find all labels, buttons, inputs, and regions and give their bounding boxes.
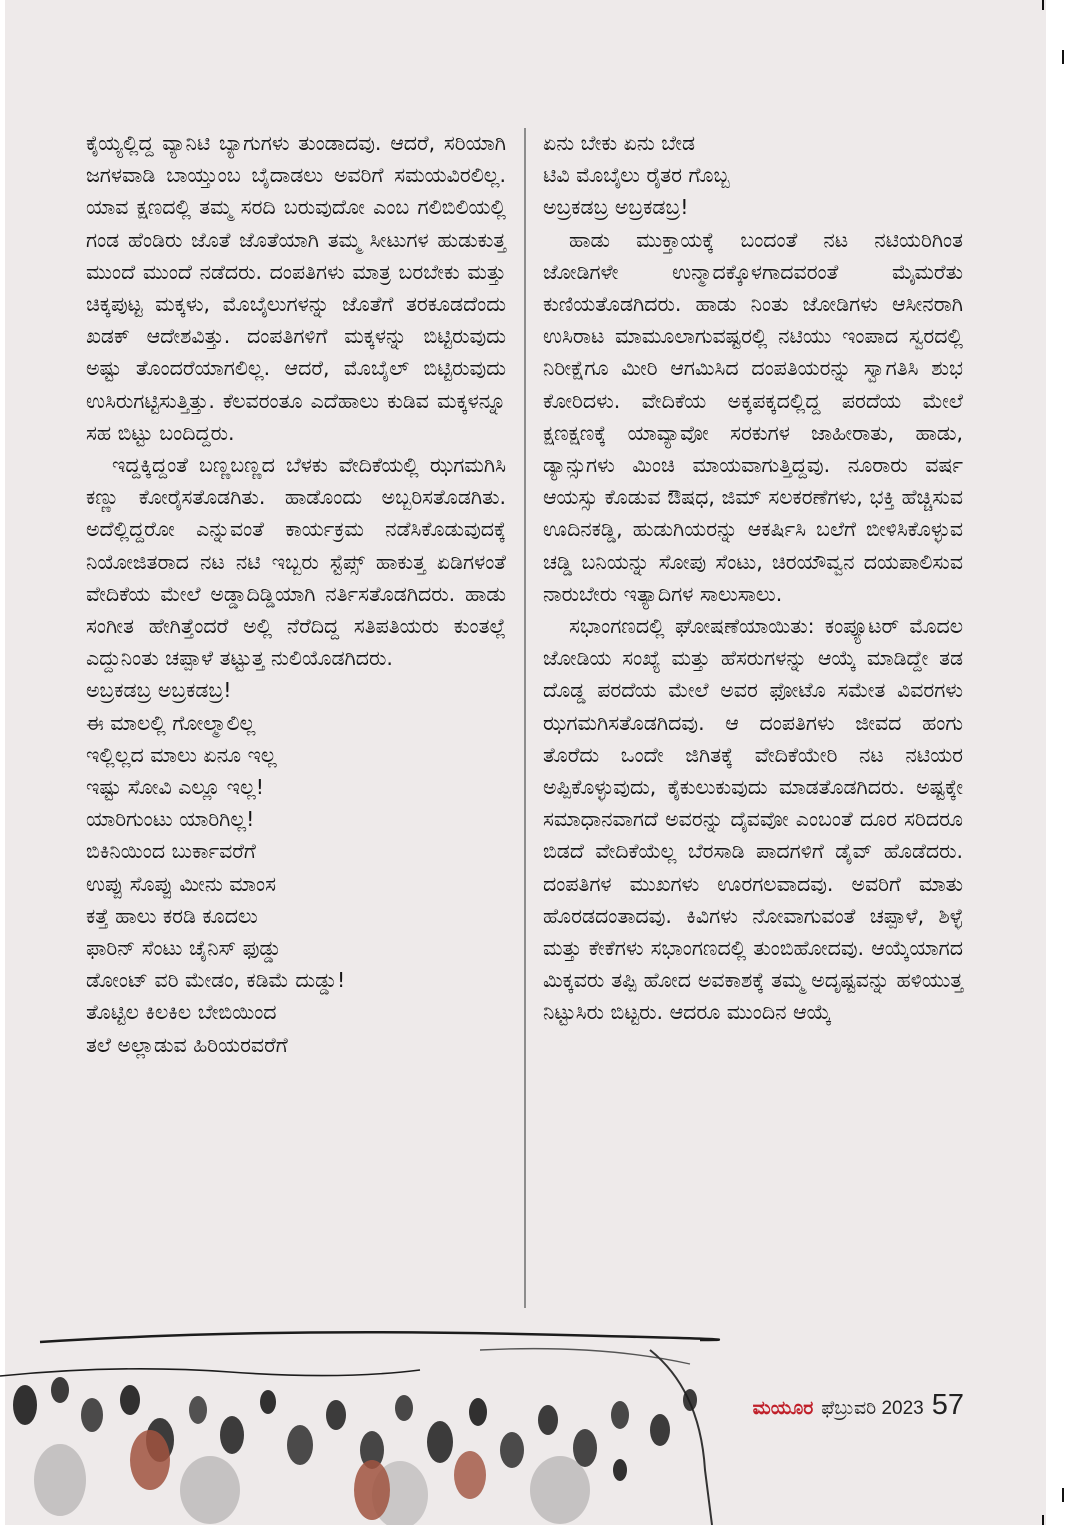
song-line: ಡೋಂಟ್ ವರಿ ಮೇಡಂ, ಕಡಿಮೆ ದುಡ್ಡು!	[86, 968, 346, 993]
body-paragraph: ಕೈಯ್ಯಲ್ಲಿದ್ದ ವ್ಯಾನಿಟಿ ಬ್ಯಾಗುಗಳು ತುಂಡಾದವು. ಆದರೆ, ಸರಿಯಾಗಿ ಜಗಳವಾಡಿ ಬಾಯ್ತುಂಬ ಬೈದಾಡಲು ಅವರಿಗೆ ಸಮಯವಿರಲಿಲ್ಲ. ಯಾವ ಕ್ಷಣದಲ್ಲಿ ತಮ್ಮ ಸರದಿ ಬರುವುದೋ ಎಂಬ ಗಲಿಬಿಲಿಯಲ್ಲಿ ಗಂಡ ಹೆಂಡಿರು ಜೊತೆ ಜೊತೆಯಾಗಿ ತಮ್ಮ ಸೀಟುಗಳ ಹುಡುಕುತ್ತ ಮುಂದೆ ಮುಂದೆ ನಡೆದರು. ದಂಪತಿಗಳು ಮಾತ್ರ ಬರಬೇಕು ಮತ್ತು ಚಿಕ್ಕಪುಟ್ಟ ಮಕ್ಕಳು, ಮೊಬೈಲುಗಳನ್ನು ಜೊತೆಗೆ ತರಕೂಡದೆಂದು ಖಡಕ್ ಆದೇಶವಿತ್ತು. ದಂಪತಿಗಳಿಗೆ ಮಕ್ಕಳನ್ನು ಬಿಟ್ಟಿರುವುದು ಅಷ್ಟು ತೊಂದರೆಯಾಗಲಿಲ್ಲ. ಆದರೆ, ಮೊಬೈಲ್ ಬಿಟ್ಟಿರುವುದು ಉಸಿರುಗಟ್ಟಿಸುತ್ತಿತ್ತು. ಕೆಲವರಂತೂ ಎದೆಹಾಲು ಕುಡಿವ ಮಕ್ಕಳನ್ನೂ ಸಹ ಬಿಟ್ಟು ಬಂದಿದ್ದರು.	[86, 131, 506, 445]
song-verse	[543, 127, 963, 224]
song-line: ಇಷ್ಟು ಸೋವಿ ಎಲ್ಲೂ ಇಲ್ಲ!	[86, 775, 264, 800]
song-line: ಏನು ಬೇಕು ಏನು ಬೇಡ	[543, 131, 696, 155]
column-divider	[524, 128, 526, 1308]
page-right-margin	[1046, 0, 1072, 1525]
song-line: ಉಪ್ಪು ಸೊಪ್ಪು ಮೀನು ಮಾಂಸ	[86, 871, 276, 896]
body-paragraph: ಸಭಾಂಗಣದಲ್ಲಿ ಘೋಷಣೆಯಾಯಿತು: ಕಂಪ್ಯೂಟರ್ ಮೊದಲ ಜೋಡಿಯ ಸಂಖ್ಯೆ ಮತ್ತು ಹೆಸರುಗಳನ್ನು ಆಯ್ಕೆ ಮಾಡಿದ್ದೇ ತಡ ದೊಡ್ಡ ಪರದೆಯ ಮೇಲೆ ಅವರ ಫೋಟೊ ಸಮೇತ ವಿವರಗಳು ಝಗಮಗಿಸತೊಡಗಿದವು. ಆ ದಂಪತಿಗಳು ಜೀವದ ಹಂಗು ತೊರೆದು ಒಂದೇ ಜಿಗಿತಕ್ಕೆ ವೇದಿಕೆಯೇರಿ ನಟ ನಟಿಯರ ಅಪ್ಪಿಕೊಳ್ಳುವುದು, ಕೈಕುಲುಕುವುದು ಮಾಡತೊಡಗಿದರು. ಅಷ್ಟಕ್ಕೇ ಸಮಾಧಾನವಾಗದೆ ಅವರನ್ನು ದೈವವೋ ಎಂಬಂತೆ ದೂರ ಸರಿದರೂ ಬಿಡದೆ ವೇದಿಕೆಯೆಲ್ಲ ಬೆರಸಾಡಿ ಪಾದಗಳಿಗೆ ಡೈವ್ ಹೊಡೆದರು. ದಂಪತಿಗಳ ಮುಖಗಳು ಊರಗಲವಾದವು. ಅವರಿಗೆ ಮಾತು ಹೊರಡದಂತಾದವು. ಕಿವಿಗಳು ನೋವಾಗುವಂತೆ ಚಪ್ಪಾಳೆ, ಶಿಳ್ಳೆ ಮತ್ತು ಕೇಕೆಗಳು ಸಭಾಂಗಣದಲ್ಲಿ ತುಂಬಿಹೋದವು. ಆಯ್ಕೆಯಾಗದ ಮಿಕ್ಕವರು ತಪ್ಪಿ ಹೋದ ಅವಕಾಶಕ್ಕೆ ತಮ್ಮ ಅದೃಷ್ಟವನ್ನು ಹಳಿಯುತ್ತ ನಿಟ್ಟುಸಿರು ಬಿಟ್ಟರು. ಆದರೂ ಮುಂದಿನ ಆಯ್ಕೆ	[543, 614, 963, 1025]
crop-mark	[1062, 1488, 1064, 1502]
song-verse	[86, 674, 506, 1060]
song-line: ಇಲ್ಲಿಲ್ಲದ ಮಾಲು ಏನೂ ಇಲ್ಲ	[86, 742, 277, 767]
issue-date: ಫೆಬ್ರುವರಿ 2023	[821, 1398, 924, 1419]
song-line: ಯಾರಿಗುಂಟು ಯಾರಿಗಿಲ್ಲ!	[86, 807, 255, 832]
song-line: ಈ ಮಾಲಲ್ಲಿ ಗೋಲ್ಮಾಲಿಲ್ಲ	[86, 710, 256, 735]
song-line: ಬಿಕಿನಿಯಿಂದ ಬುರ್ಕಾವರೆಗೆ	[86, 839, 256, 864]
crop-mark	[1042, 0, 1044, 10]
song-line: ಟಿವಿ ಮೊಬೈಲು ರೈತರ ಗೊಬ್ಬ	[543, 163, 730, 188]
song-line: ತೊಟ್ಟಿಲ ಕಿಲಕಿಲ ಬೇಬಿಯಿಂದ	[86, 1000, 277, 1025]
magazine-logo: ಮಯೂರ	[752, 1397, 814, 1419]
song-line: ಕತ್ತೆ ಹಾಲು ಕರಡಿ ಕೂದಲು	[86, 903, 258, 928]
song-line: ಅಬ್ರಕಡಬ್ರ ಅಬ್ರಕಡಬ್ರ!	[86, 678, 232, 703]
body-paragraph: ಹಾಡು ಮುಕ್ತಾಯಕ್ಕೆ ಬಂದಂತೆ ನಟ ನಟಿಯರಿಗಿಂತ ಜೋಡಿಗಳೇ ಉನ್ಮಾದಕ್ಕೊಳಗಾದವರಂತೆ ಮೈಮರೆತು ಕುಣಿಯತೊಡಗಿದರು. ಹಾಡು ನಿಂತು ಜೋಡಿಗಳು ಆಸೀನರಾಗಿ ಉಸಿರಾಟ ಮಾಮೂಲಾಗುವಷ್ಟರಲ್ಲಿ ನಟಿಯು ಇಂಪಾದ ಸ್ವರದಲ್ಲಿ ನಿರೀಕ್ಷೆಗೂ ಮೀರಿ ಆಗಮಿಸಿದ ದಂಪತಿಯರನ್ನು ಸ್ವಾಗತಿಸಿ ಶುಭ ಕೋರಿದಳು. ವೇದಿಕೆಯ ಅಕ್ಕಪಕ್ಕದಲ್ಲಿದ್ದ ಪರದೆಯ ಮೇಲೆ ಕ್ಷಣಕ್ಷಣಕ್ಕೆ ಯಾವ್ಯಾವೋ ಸರಕುಗಳ ಜಾಹೀರಾತು, ಹಾಡು, ಡ್ಯಾನ್ಸುಗಳು ಮಿಂಚಿ ಮಾಯವಾಗುತ್ತಿದ್ದವು. ನೂರಾರು ವರ್ಷ ಆಯಸ್ಸು ಕೊಡುವ ಔಷಧ, ಜಿಮ್ ಸಲಕರಣೆಗಳು, ಭಕ್ತಿ ಹೆಚ್ಚಿಸುವ ಊದಿನಕಡ್ಡಿ, ಹುಡುಗಿಯರನ್ನು ಆಕರ್ಷಿಸಿ ಬಲೆಗೆ ಬೀಳಿಸಿಕೊಳ್ಳುವ ಚಡ್ಡಿ ಬನಿಯನ್ನು ಸೋಪು ಸೆಂಟು, ಚಿರಯೌವ್ವನ ದಯಪಾಲಿಸುವ ನಾರುಬೇರು ಇತ್ಯಾದಿಗಳ ಸಾಲುಸಾಲು.	[543, 227, 963, 606]
page-number: 57	[931, 1389, 964, 1421]
song-line: ತಲೆ ಅಲ್ಲಾಡುವ ಹಿರಿಯರವರೆಗೆ	[86, 1032, 288, 1057]
body-paragraph: ಇದ್ದಕ್ಕಿದ್ದಂತೆ ಬಣ್ಣಬಣ್ಣದ ಬೆಳಕು ವೇದಿಕೆಯಲ್ಲಿ ಝಗಮಗಿಸಿ ಕಣ್ಣು ಕೋರೈಸತೊಡಗಿತು. ಹಾಡೊಂದು ಅಬ್ಬರಿಸತೊಡಗಿತು. ಅದೆಲ್ಲಿದ್ದರೋ ಎನ್ನುವಂತೆ ಕಾರ್ಯಕ್ರಮ ನಡೆಸಿಕೊಡುವುದಕ್ಕೆ ನಿಯೋಜಿತರಾದ ನಟ ನಟಿ ಇಬ್ಬರು ಸ್ಟೆಪ್ಸ್ ಹಾಕುತ್ತ ಏಡಿಗಳಂತೆ ವೇದಿಕೆಯ ಮೇಲೆ ಅಡ್ಡಾದಿಡ್ಡಿಯಾಗಿ ನರ್ತಿಸತೊಡಗಿದರು. ಹಾಡು ಸಂಗೀತ ಹೇಗಿತ್ತೆಂದರೆ ಅಲ್ಲಿ ನೆರೆದಿದ್ದ ಸತಿಪತಿಯರು ಕುಂತಲ್ಲೆ ಎದ್ದುನಿಂತು ಚಪ್ಪಾಳೆ ತಟ್ಟುತ್ತ ನುಲಿಯೊಡಗಿದರು.	[86, 453, 506, 671]
crop-mark	[1062, 50, 1064, 64]
left-column	[86, 127, 506, 1061]
page-left-margin	[0, 0, 5, 1525]
crowd-illustration	[0, 1320, 1046, 1525]
page-footer	[753, 1389, 964, 1422]
song-line: ಅಬ್ರಕಡಬ್ರ ಅಬ್ರಕಡಬ್ರ!	[543, 195, 689, 220]
song-line: ಫಾರಿನ್ ಸೆಂಟು ಚೈನಿಸ್ ಫುಡ್ಡು	[86, 936, 282, 961]
right-column	[543, 127, 963, 1029]
